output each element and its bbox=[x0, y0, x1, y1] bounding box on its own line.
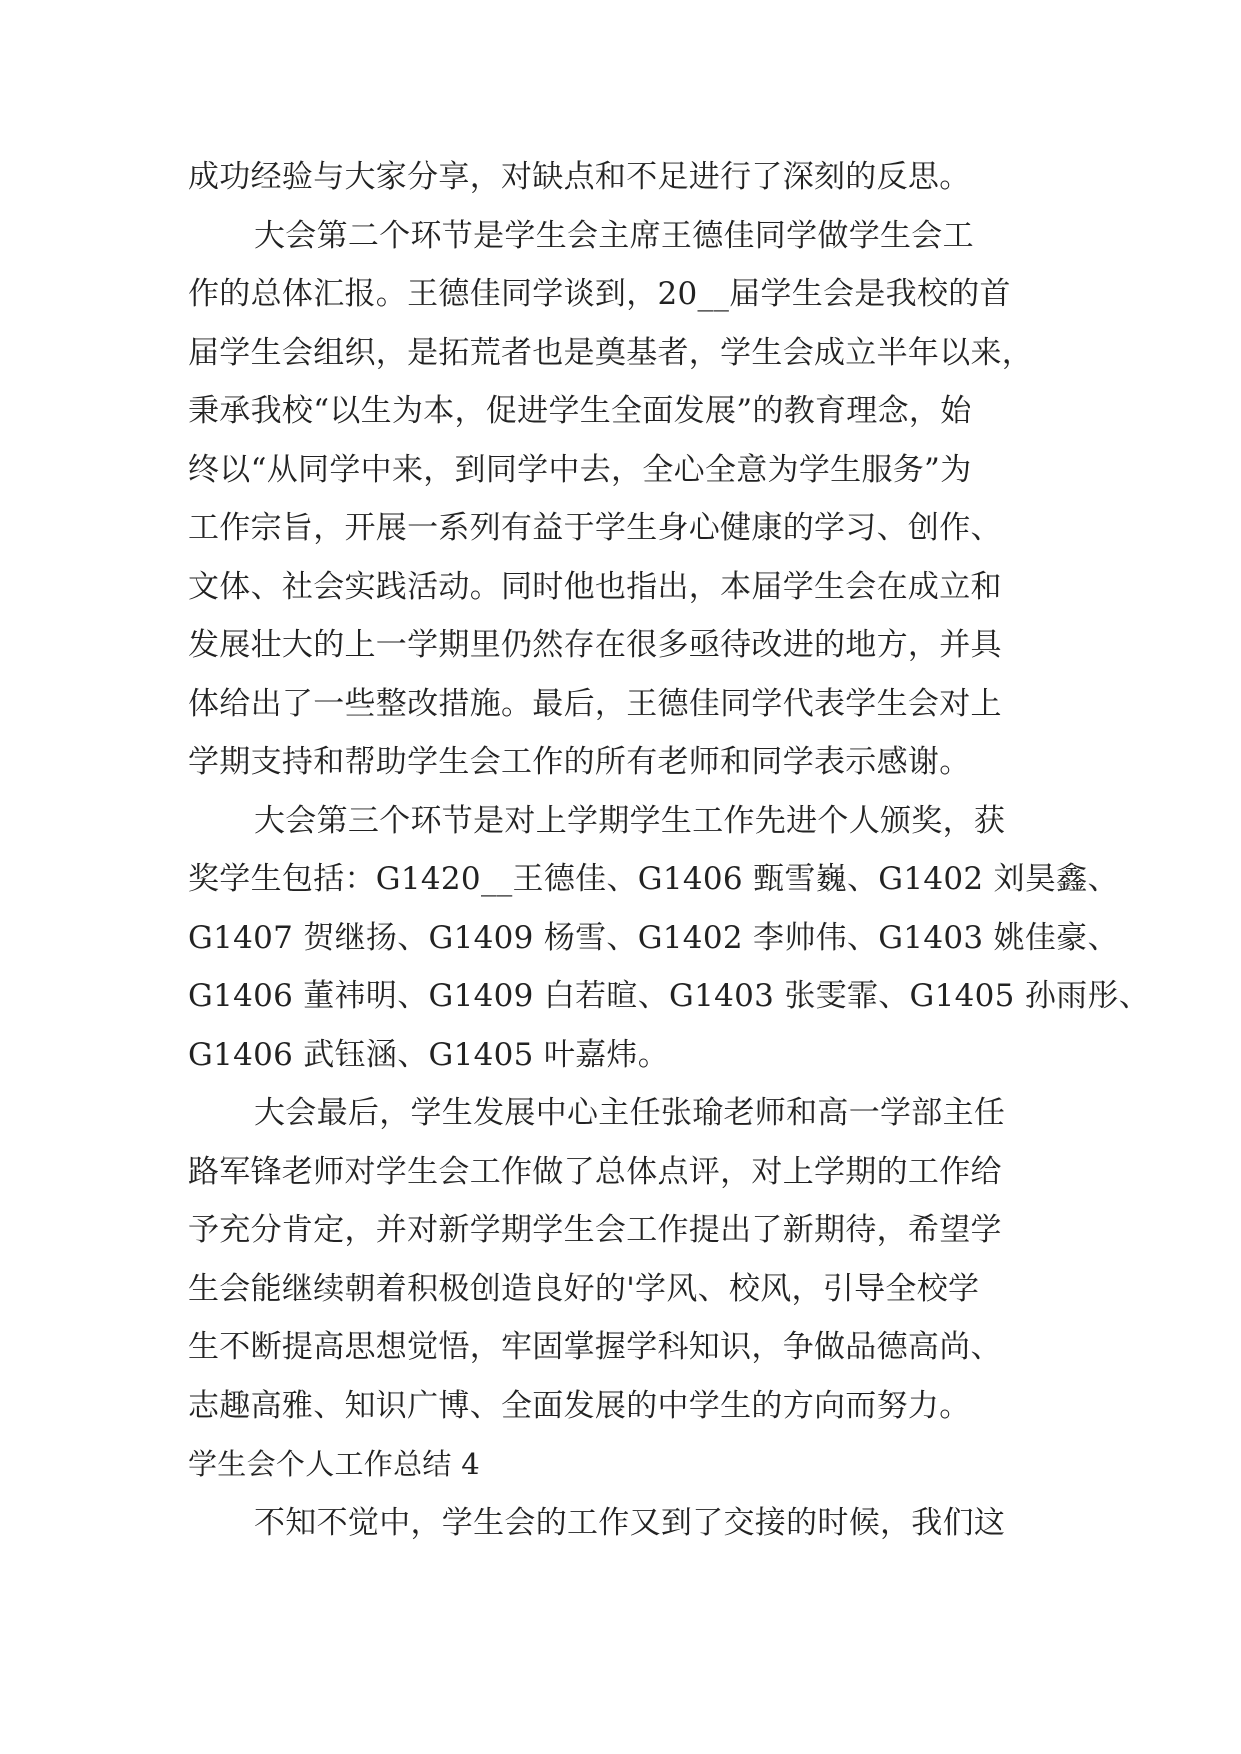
text-line: 路军锋老师对学生会工作做了总体点评，对上学期的工作给 bbox=[188, 1153, 1002, 1190]
text-line: 工作宗旨，开展一系列有益于学生身心健康的学习、创作、 bbox=[188, 510, 1002, 546]
text-line: 体给出了一些整改措施。最后，王德佳同学代表学生会对上 bbox=[188, 685, 1002, 722]
paragraph-start-line: 大会第三个环节是对上学期学生工作先进个人颁奖，获 bbox=[254, 802, 1006, 839]
text-line: 发展壮大的上一学期里仍然存在很多亟待改进的地方，并具 bbox=[188, 627, 1002, 663]
paragraph-start-line: 大会第二个环节是学生会主席王德佳同学做学生会工 bbox=[254, 217, 974, 254]
text-line: 予充分肯定，并对新学期学生会工作提出了新期待，希望学 bbox=[188, 1212, 1002, 1248]
text-line: 志趣高雅、知识广博、全面发展的中学生的方向而努力。 bbox=[188, 1387, 971, 1424]
text-line: G1406 武钰涵、G1405 叶嘉炜。 bbox=[188, 1036, 670, 1073]
paragraph-start-line: 不知不觉中，学生会的工作又到了交接的时候，我们这 bbox=[254, 1504, 1006, 1541]
text-line: 学期支持和帮助学生会工作的所有老师和同学表示感谢。 bbox=[188, 744, 971, 780]
document-body bbox=[188, 148, 1151, 1552]
text-line: 生会能继续朝着积极创造良好的'学风、校风，引导全校学 bbox=[188, 1270, 980, 1307]
text-line: 文体、社会实践活动。同时他也指出，本届学生会在成立和 bbox=[188, 568, 1002, 605]
text-line: G1407 贺继扬、G1409 杨雪、G1402 李帅伟、G1403 姚佳豪、 bbox=[188, 919, 1119, 956]
text-line: G1406 董祎明、G1409 白若暄、G1403 张雯霏、G1405 孙雨彤、 bbox=[188, 978, 1151, 1014]
text-line: 成功经验与大家分享，对缺点和不足进行了深刻的反思。 bbox=[188, 159, 971, 195]
text-line: 奖学生包括：G1420__王德佳、G1406 甄雪巍、G1402 刘昊鑫、 bbox=[188, 861, 1119, 897]
text-line: 届学生会组织，是拓荒者也是奠基者，学生会成立半年以来， bbox=[188, 334, 1034, 371]
paragraph-start-line: 大会最后，学生发展中心主任张瑜老师和高一学部主任 bbox=[254, 1095, 1006, 1131]
text-line: 秉承我校“以生为本，促进学生全面发展”的教育理念，始 bbox=[188, 393, 972, 429]
text-line: 终以“从同学中来，到同学中去，全心全意为学生服务”为 bbox=[188, 451, 972, 488]
section-heading: 学生会个人工作总结 4 bbox=[188, 1447, 480, 1481]
text-line: 作的总体汇报。王德佳同学谈到，20__届学生会是我校的首 bbox=[188, 276, 1011, 312]
text-line: 生不断提高思想觉悟，牢固掌握学科知识，争做品德高尚、 bbox=[188, 1329, 1002, 1365]
